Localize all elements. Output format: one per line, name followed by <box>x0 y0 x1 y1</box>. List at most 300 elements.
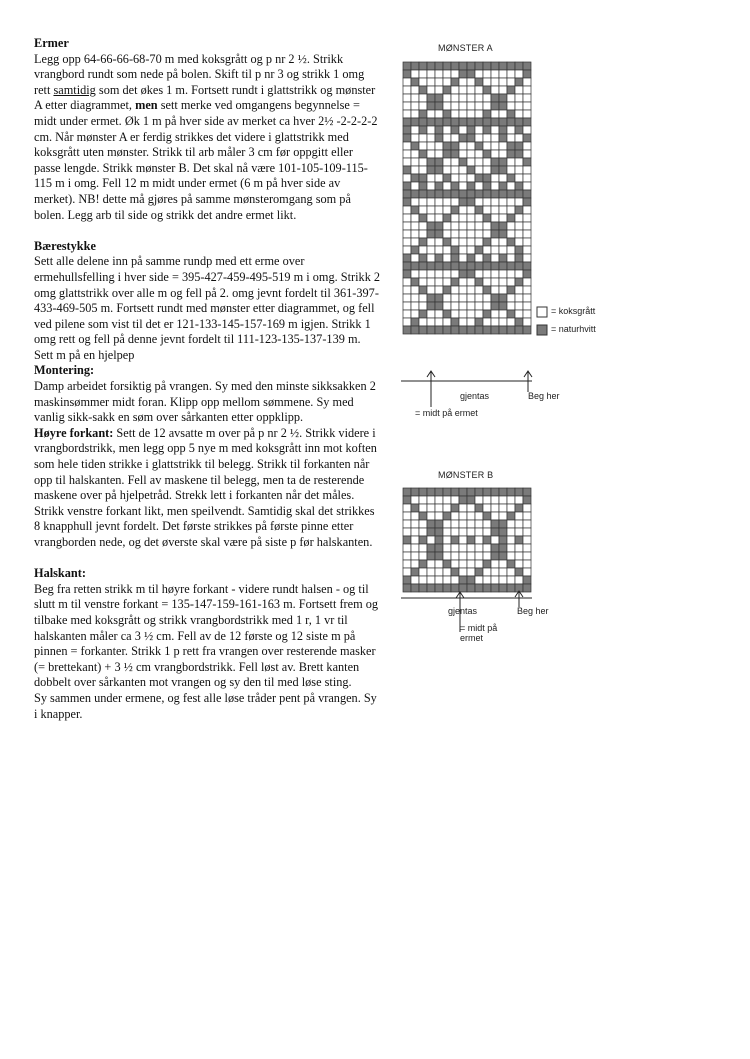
pattern-a-cell <box>443 150 451 158</box>
pattern-b-cell <box>475 528 483 536</box>
pattern-a-cell <box>443 110 451 118</box>
pattern-a-cell <box>403 270 411 278</box>
pattern-a-cell <box>443 166 451 174</box>
pattern-b-cell <box>403 544 411 552</box>
pattern-a-cell <box>515 294 523 302</box>
pattern-a-cell <box>459 118 467 126</box>
pattern-a-cell <box>451 174 459 182</box>
pattern-a-cell <box>491 310 499 318</box>
pattern-b-cell <box>427 512 435 520</box>
pattern-b-cell <box>459 504 467 512</box>
pattern-a-cell <box>475 278 483 286</box>
pattern-b-cell <box>507 576 515 584</box>
pattern-b-cell <box>499 520 507 528</box>
pattern-b-cell <box>435 584 443 592</box>
pattern-a-cell <box>443 294 451 302</box>
pattern-a-cell <box>403 302 411 310</box>
pattern-a-cell <box>491 174 499 182</box>
pattern-a-cell <box>499 110 507 118</box>
pattern-b-cell <box>483 496 491 504</box>
pattern-a-repeat-label: gjentas <box>460 391 490 401</box>
pattern-a-cell <box>427 142 435 150</box>
baerestykke-heading: Bærestykke <box>34 238 96 253</box>
pattern-b-cell <box>435 536 443 544</box>
pattern-a-cell <box>515 214 523 222</box>
pattern-b-cell <box>523 496 531 504</box>
hoyre-heading: Høyre forkant: <box>34 425 114 440</box>
pattern-a-cell <box>507 166 515 174</box>
pattern-b-cell <box>411 536 419 544</box>
pattern-b-cell <box>411 552 419 560</box>
pattern-a-cell <box>515 166 523 174</box>
pattern-a-cell <box>483 126 491 134</box>
pattern-a-cell <box>443 174 451 182</box>
pattern-a-cell <box>451 134 459 142</box>
pattern-a-cell <box>435 86 443 94</box>
pattern-a-cell <box>451 222 459 230</box>
pattern-a-cell <box>515 238 523 246</box>
pattern-b-cell <box>507 488 515 496</box>
pattern-a-cell <box>419 310 427 318</box>
pattern-b-cell <box>459 496 467 504</box>
pattern-b-cell <box>499 584 507 592</box>
pattern-a-arrows <box>401 371 532 407</box>
pattern-a-cell <box>435 278 443 286</box>
pattern-a-cell <box>515 102 523 110</box>
pattern-a-cell <box>507 326 515 334</box>
pattern-a-cell <box>515 118 523 126</box>
pattern-a-cell <box>419 254 427 262</box>
pattern-a-cell <box>491 142 499 150</box>
pattern-a-cell <box>483 286 491 294</box>
pattern-a-cell <box>483 190 491 198</box>
pattern-b-cell <box>491 584 499 592</box>
pattern-b-cell <box>515 512 523 520</box>
pattern-a-cell <box>427 126 435 134</box>
pattern-a-cell <box>403 246 411 254</box>
pattern-a-cell <box>467 318 475 326</box>
pattern-a-cell <box>507 310 515 318</box>
pattern-a-cell <box>491 262 499 270</box>
pattern-a-cell <box>403 110 411 118</box>
pattern-a-cell <box>507 150 515 158</box>
pattern-b-cell <box>435 560 443 568</box>
pattern-a-cell <box>515 134 523 142</box>
pattern-b-cell <box>451 504 459 512</box>
pattern-a-cell <box>427 78 435 86</box>
pattern-b-cell <box>443 496 451 504</box>
pattern-b-cell <box>443 560 451 568</box>
pattern-b-cell <box>403 488 411 496</box>
pattern-b-cell <box>451 544 459 552</box>
pattern-a-cell <box>419 278 427 286</box>
pattern-a-cell <box>403 294 411 302</box>
pattern-a-cell <box>483 302 491 310</box>
pattern-a-cell <box>523 190 531 198</box>
pattern-b-start-label: Beg her <box>517 606 549 616</box>
pattern-b-cell <box>523 584 531 592</box>
pattern-b-cell <box>515 552 523 560</box>
pattern-a-cell <box>427 94 435 102</box>
pattern-a-cell <box>435 198 443 206</box>
pattern-a-cell <box>515 86 523 94</box>
pattern-a-cell <box>475 214 483 222</box>
pattern-a-cell <box>467 302 475 310</box>
pattern-a-cell <box>459 78 467 86</box>
pattern-b-cell <box>427 504 435 512</box>
pattern-a-cell <box>491 302 499 310</box>
pattern-b-cell <box>483 504 491 512</box>
pattern-a-cell <box>467 254 475 262</box>
pattern-a-cell <box>459 174 467 182</box>
pattern-a-cell <box>427 102 435 110</box>
pattern-a-cell <box>427 310 435 318</box>
pattern-a-cell <box>427 206 435 214</box>
pattern-a-cell <box>403 126 411 134</box>
pattern-a-cell <box>515 278 523 286</box>
pattern-b-cell <box>475 512 483 520</box>
pattern-b-cell <box>419 552 427 560</box>
pattern-a-cell <box>443 94 451 102</box>
pattern-a-cell <box>403 238 411 246</box>
pattern-b-cell <box>515 576 523 584</box>
pattern-a-cell <box>507 318 515 326</box>
pattern-a-cell <box>475 158 483 166</box>
pattern-a-cell <box>443 262 451 270</box>
pattern-a-cell <box>507 110 515 118</box>
pattern-a-cell <box>459 246 467 254</box>
pattern-a-cell <box>451 246 459 254</box>
pattern-a-cell <box>467 102 475 110</box>
pattern-b-cell <box>443 512 451 520</box>
pattern-a-cell <box>411 206 419 214</box>
pattern-a-cell <box>451 206 459 214</box>
pattern-a-cell <box>411 118 419 126</box>
pattern-a-cell <box>403 150 411 158</box>
pattern-a-cell <box>475 110 483 118</box>
pattern-a-cell <box>483 310 491 318</box>
pattern-b-cell <box>467 512 475 520</box>
pattern-a-cell <box>419 134 427 142</box>
pattern-b-cell <box>443 520 451 528</box>
pattern-b-cell <box>491 528 499 536</box>
pattern-b-cell <box>411 512 419 520</box>
pattern-a-cell <box>403 278 411 286</box>
pattern-a-cell <box>515 158 523 166</box>
pattern-a-cell <box>523 326 531 334</box>
pattern-a-cell <box>411 150 419 158</box>
pattern-a-cell <box>459 86 467 94</box>
pattern-b-cell <box>499 488 507 496</box>
pattern-a-cell <box>419 62 427 70</box>
pattern-b-title: MØNSTER B <box>438 470 494 480</box>
pattern-b-cell <box>515 568 523 576</box>
pattern-a-cell <box>427 326 435 334</box>
pattern-a-cell <box>523 278 531 286</box>
pattern-a-cell <box>435 158 443 166</box>
pattern-b-cell <box>523 528 531 536</box>
pattern-b-cell <box>435 568 443 576</box>
pattern-a-cell <box>403 142 411 150</box>
pattern-a-cell <box>491 198 499 206</box>
pattern-a-cell <box>467 246 475 254</box>
pattern-a-cell <box>403 86 411 94</box>
pattern-b-cell <box>499 552 507 560</box>
pattern-a-cell <box>507 214 515 222</box>
pattern-a-cell <box>475 102 483 110</box>
pattern-a-cell <box>403 286 411 294</box>
pattern-a-cell <box>499 158 507 166</box>
pattern-a-cell <box>515 70 523 78</box>
pattern-a-cell <box>411 86 419 94</box>
pattern-a-cell <box>491 158 499 166</box>
pattern-a-cell <box>515 110 523 118</box>
pattern-b-cell <box>459 552 467 560</box>
pattern-b-cell <box>499 560 507 568</box>
pattern-b-cell <box>467 544 475 552</box>
pattern-a-cell <box>523 214 531 222</box>
pattern-a-cell <box>491 62 499 70</box>
pattern-a-mid-label: = midt på ermet <box>415 408 478 418</box>
pattern-a-cell <box>419 302 427 310</box>
pattern-a-cell <box>467 150 475 158</box>
pattern-a-cell <box>451 254 459 262</box>
pattern-b-cell <box>467 504 475 512</box>
pattern-a-cell <box>499 118 507 126</box>
pattern-a-cell <box>467 166 475 174</box>
pattern-a-cell <box>403 262 411 270</box>
pattern-b-cell <box>427 520 435 528</box>
pattern-b-cell <box>419 568 427 576</box>
pattern-a-cell <box>451 310 459 318</box>
pattern-a-cell <box>523 246 531 254</box>
pattern-a-cell <box>435 310 443 318</box>
pattern-a-cell <box>419 78 427 86</box>
pattern-a-cell <box>435 166 443 174</box>
pattern-a-cell <box>507 230 515 238</box>
pattern-a-cell <box>435 182 443 190</box>
pattern-a-cell <box>475 94 483 102</box>
pattern-a-cell <box>411 318 419 326</box>
pattern-a-cell <box>443 286 451 294</box>
pattern-b-cell <box>427 568 435 576</box>
pattern-a-cell <box>499 318 507 326</box>
pattern-b-cell <box>419 504 427 512</box>
pattern-b-cell <box>507 568 515 576</box>
pattern-a-cell <box>475 198 483 206</box>
pattern-a-cell <box>491 118 499 126</box>
pattern-a-cell <box>499 326 507 334</box>
pattern-a-cell <box>419 286 427 294</box>
pattern-a-cell <box>499 70 507 78</box>
pattern-a-cell <box>475 262 483 270</box>
pattern-a-cell <box>427 238 435 246</box>
pattern-a-cell <box>499 214 507 222</box>
pattern-b-cell <box>427 576 435 584</box>
pattern-a-cell <box>475 230 483 238</box>
pattern-b-cell <box>523 512 531 520</box>
pattern-a-cell <box>443 238 451 246</box>
pattern-a-cell <box>435 110 443 118</box>
montering-heading: Montering: <box>34 363 95 378</box>
pattern-b-cell <box>451 496 459 504</box>
pattern-b-cell <box>507 552 515 560</box>
pattern-b-cell <box>403 552 411 560</box>
pattern-a-cell <box>443 190 451 198</box>
pattern-a-cell <box>475 134 483 142</box>
pattern-a-cell <box>499 198 507 206</box>
pattern-a-cell <box>523 62 531 70</box>
pattern-a-cell <box>435 238 443 246</box>
pattern-a-cell <box>451 94 459 102</box>
pattern-a-cell <box>427 134 435 142</box>
legend-light-label: = koksgrått <box>551 306 596 316</box>
pattern-a-cell <box>459 270 467 278</box>
pattern-a-cell <box>483 150 491 158</box>
pattern-b-cell <box>475 576 483 584</box>
pattern-a-cell <box>515 302 523 310</box>
pattern-a-cell <box>499 190 507 198</box>
pattern-a-cell <box>403 134 411 142</box>
pattern-b-cell <box>523 488 531 496</box>
pattern-a-cell <box>523 78 531 86</box>
pattern-a-cell <box>419 262 427 270</box>
pattern-b-cell <box>507 584 515 592</box>
pattern-a-cell <box>483 294 491 302</box>
pattern-a-cell <box>467 78 475 86</box>
pattern-a-cell <box>499 182 507 190</box>
pattern-b-cell <box>523 536 531 544</box>
pattern-a-cell <box>507 118 515 126</box>
pattern-a-cell <box>427 86 435 94</box>
pattern-b-cell <box>483 568 491 576</box>
pattern-a-cell <box>507 262 515 270</box>
pattern-b-cell <box>483 488 491 496</box>
pattern-a-cell <box>475 118 483 126</box>
pattern-a-cell <box>483 94 491 102</box>
pattern-a-cell <box>427 230 435 238</box>
pattern-a-cell <box>411 254 419 262</box>
pattern-a-cell <box>475 206 483 214</box>
pattern-a-cell <box>411 310 419 318</box>
pattern-a-cell <box>419 158 427 166</box>
pattern-a-cell <box>467 134 475 142</box>
pattern-a-cell <box>507 302 515 310</box>
pattern-a-cell <box>467 310 475 318</box>
pattern-a-cell <box>459 134 467 142</box>
pattern-b-cell <box>443 544 451 552</box>
pattern-a-cell <box>459 230 467 238</box>
pattern-a-cell <box>507 70 515 78</box>
pattern-a-cell <box>411 286 419 294</box>
venstre-text: Strikk venstre forkant likt, men speilvendt. Samtidig skal det strikkes 8 knapphull jevnt fordelt. Det første strikkes på første pinne etter vrangborden nede, og det øverste skal være på siste p før halskanten. <box>34 503 375 549</box>
pattern-b-cell <box>451 560 459 568</box>
pattern-a-cell <box>443 118 451 126</box>
pattern-a-cell <box>523 174 531 182</box>
pattern-a-cell <box>491 238 499 246</box>
pattern-a-cell <box>523 222 531 230</box>
pattern-a-cell <box>523 126 531 134</box>
pattern-a-cell <box>499 142 507 150</box>
pattern-a-cell <box>507 254 515 262</box>
pattern-a-cell <box>523 262 531 270</box>
pattern-a-cell <box>475 238 483 246</box>
pattern-b-cell <box>467 560 475 568</box>
pattern-a-cell <box>515 318 523 326</box>
pattern-a-cell <box>419 126 427 134</box>
pattern-b-cell <box>451 488 459 496</box>
pattern-a-cell <box>427 318 435 326</box>
pattern-b-cell <box>411 584 419 592</box>
pattern-a-cell <box>507 126 515 134</box>
pattern-a-cell <box>435 94 443 102</box>
pattern-a-cell <box>443 70 451 78</box>
pattern-a-cell <box>451 86 459 94</box>
pattern-b-cell <box>515 520 523 528</box>
pattern-a-cell <box>475 78 483 86</box>
pattern-b-cell <box>459 584 467 592</box>
pattern-a-cell <box>483 70 491 78</box>
pattern-a-cell <box>507 246 515 254</box>
pattern-a-cell <box>483 86 491 94</box>
pattern-a-cell <box>443 206 451 214</box>
pattern-a-cell <box>499 302 507 310</box>
pattern-b-cell <box>499 496 507 504</box>
pattern-a-cell <box>443 62 451 70</box>
pattern-b-cell <box>507 544 515 552</box>
pattern-a-cell <box>419 174 427 182</box>
pattern-a-cell <box>443 182 451 190</box>
pattern-a-cell <box>451 270 459 278</box>
ermer-text-3: sett merke ved omgangens begynnelse = midt under ermet. Øk 1 m på hver side av merket ca hver 2½ -2-2-2-2 cm. Når mønster A er ferdig strikkes det videre i glattstrikk med koksgrått uten mønster. Strikk til arb måler 3 cm før oppgitt eller passe lengde. Strikk mønster B. Det skal nå være 101-105-109-115-115 m i omg. Fell 12 m midt under ermet (6 m på hver side av merket). NB! dette må gjøres på samme mønsteromgang som på bolen. Legg arb til side og strikk det andre ermet likt. <box>34 98 378 222</box>
pattern-b-arrows <box>401 591 532 632</box>
pattern-a-cell <box>427 166 435 174</box>
pattern-a-cell <box>427 286 435 294</box>
pattern-a-cell <box>403 214 411 222</box>
pattern-a-cell <box>515 230 523 238</box>
pattern-a-cell <box>523 86 531 94</box>
pattern-a-cell <box>459 142 467 150</box>
pattern-a-cell <box>499 222 507 230</box>
pattern-a-cell <box>419 118 427 126</box>
pattern-b-cell <box>411 568 419 576</box>
pattern-a-cell <box>499 238 507 246</box>
pattern-a-cell <box>491 86 499 94</box>
pattern-a-cell <box>443 134 451 142</box>
pattern-b-cell <box>523 560 531 568</box>
pattern-a-cell <box>403 222 411 230</box>
pattern-a-cell <box>515 246 523 254</box>
pattern-a-cell <box>443 214 451 222</box>
pattern-a-cell <box>467 158 475 166</box>
pattern-a-cell <box>435 302 443 310</box>
pattern-b-cell <box>411 496 419 504</box>
pattern-a-cell <box>483 198 491 206</box>
pattern-a-cell <box>499 310 507 318</box>
pattern-a-start-label: Beg her <box>528 391 560 401</box>
pattern-a-cell <box>451 190 459 198</box>
pattern-a-cell <box>459 318 467 326</box>
pattern-b-cell <box>483 560 491 568</box>
pattern-a-cell <box>427 62 435 70</box>
pattern-a-cell <box>435 126 443 134</box>
pattern-a-cell <box>451 142 459 150</box>
pattern-a-cell <box>451 62 459 70</box>
pattern-b-cell <box>499 568 507 576</box>
pattern-a-cell <box>443 270 451 278</box>
pattern-a-cell <box>499 206 507 214</box>
pattern-b-cell <box>443 488 451 496</box>
